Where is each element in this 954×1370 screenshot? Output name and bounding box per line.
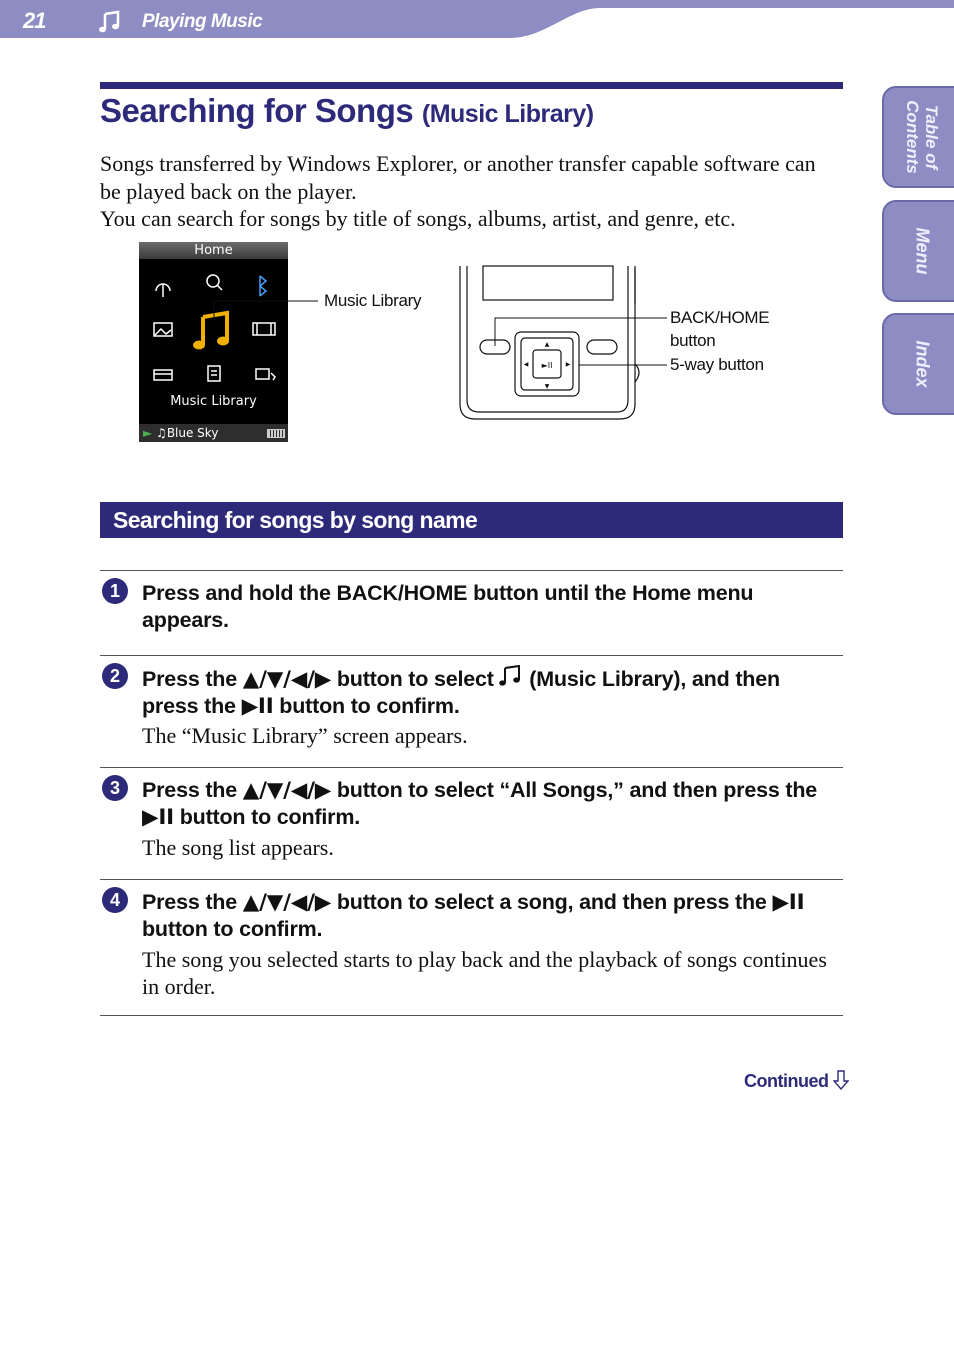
- document-icon: [208, 366, 220, 381]
- tab-label: Index: [912, 340, 933, 388]
- direction-arrows-icon: ▲/▼/◀/▶: [242, 890, 332, 915]
- tab-table-of-contents[interactable]: [882, 86, 954, 188]
- music-note-icon: [98, 10, 122, 34]
- text: button to select: [331, 667, 500, 691]
- divider: [100, 570, 843, 571]
- screen-home-label: Home: [139, 242, 288, 259]
- direction-arrows-icon: ▲/▼/◀/▶: [242, 667, 332, 692]
- play-pause-icon: ▶II: [241, 694, 274, 719]
- step-number: 4: [102, 887, 128, 913]
- page-title: [100, 92, 594, 130]
- text: button to select “All Songs,” and then press the: [331, 778, 818, 802]
- now-playing-icon: [256, 369, 269, 379]
- divider: [100, 1015, 843, 1016]
- text: button to confirm.: [273, 694, 460, 718]
- title-sub: (Music Library): [421, 100, 594, 128]
- text: button to confirm.: [142, 917, 323, 941]
- player-device-illustration: [455, 264, 670, 424]
- text: button to confirm.: [173, 805, 361, 829]
- text: Press the: [142, 890, 243, 914]
- continued-label: Continued: [744, 1071, 829, 1091]
- screen-status-bar: ► ♫Blue Sky: [139, 424, 288, 442]
- svg-text:►II: ►II: [541, 361, 553, 370]
- home-menu-icons: [139, 259, 288, 394]
- step-number: 3: [102, 775, 128, 801]
- svg-text:▶: ▶: [565, 361, 571, 368]
- intro-text: [100, 150, 840, 233]
- section-heading: Searching for songs by song name: [113, 507, 478, 533]
- title-main: Searching for Songs: [100, 92, 414, 129]
- intro-paragraph: You can search for songs by title of songs, albums, artist, and genre, etc.: [100, 206, 736, 231]
- header-section-title: Playing Music: [142, 11, 263, 32]
- play-pause-icon: ▶II: [772, 890, 805, 915]
- play-pause-icon: ▶II: [142, 805, 174, 830]
- text: button to select a song, and then press the: [331, 890, 773, 914]
- text: Press the: [142, 778, 243, 802]
- step-result: The song list appears.: [142, 835, 334, 860]
- divider: [100, 767, 843, 768]
- callout-five-way: 5-way button: [670, 355, 764, 374]
- music-note-icon: [499, 665, 523, 687]
- svg-text:▼: ▼: [544, 383, 550, 390]
- tab-menu[interactable]: [882, 200, 954, 302]
- tab-index[interactable]: [882, 313, 954, 415]
- svg-text:▲: ▲: [544, 341, 550, 348]
- screen-caption: Music Library: [170, 394, 257, 409]
- battery-icon: [267, 429, 285, 438]
- callout-back-home-line2: button: [670, 331, 716, 350]
- step-result: The song you selected starts to play back and the playback of songs continues in order.: [142, 947, 827, 999]
- callout-line: [210, 295, 320, 325]
- tools-icon: [154, 370, 172, 380]
- step-number: 2: [102, 663, 128, 689]
- step-result: The “Music Library” screen appears.: [142, 723, 468, 748]
- option-button: [587, 340, 617, 354]
- play-icon: ►: [143, 426, 153, 440]
- tab-label: Table of Contents: [903, 100, 941, 174]
- callout-back-home: [670, 306, 769, 352]
- player-screen: [139, 242, 288, 442]
- divider: [100, 655, 843, 656]
- title-rule: [100, 82, 843, 89]
- direction-arrows-icon: ▲/▼/◀/▶: [242, 778, 332, 803]
- intro-paragraph: Songs transferred by Windows Explorer, or another transfer capable software can be played back on the player.: [100, 151, 816, 204]
- arrow-down-icon: [833, 1070, 849, 1090]
- callout-music-library: Music Library: [324, 291, 422, 310]
- step-instruction: [142, 889, 842, 943]
- page-number: 21: [23, 8, 46, 33]
- callout-back-home-line1: BACK/HOME: [670, 308, 770, 327]
- divider: [100, 879, 843, 880]
- step-instruction: [142, 777, 842, 831]
- step-number: 1: [102, 578, 128, 604]
- step-instruction: Press and hold the BACK/HOME button until the Home menu appears.: [142, 581, 754, 632]
- bluetooth-icon: [260, 276, 266, 296]
- section-heading-bar: [100, 502, 843, 538]
- text: (Music Library), and then press the: [142, 667, 780, 718]
- continued-link[interactable]: [744, 1070, 849, 1092]
- tab-label: Menu: [912, 227, 933, 275]
- now-playing-title: Blue Sky: [166, 426, 219, 440]
- step-instruction: [142, 665, 842, 720]
- text: Press the: [142, 667, 243, 691]
- svg-text:◀: ◀: [523, 361, 529, 368]
